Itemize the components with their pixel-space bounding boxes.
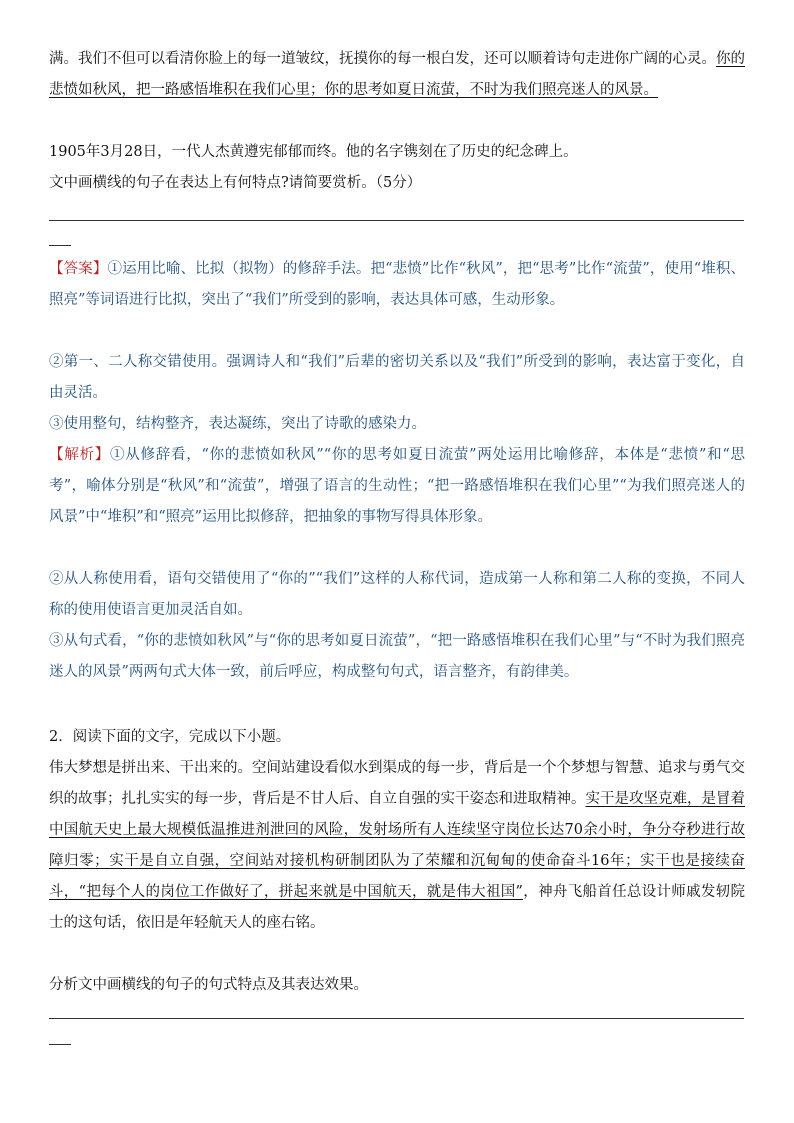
analysis-tag: 【解析】 xyxy=(49,447,110,463)
q2-passage-tail: ，神舟飞船首任总设计师戚发轫院士的这句话，依旧是年轻航天人的座右铭。 xyxy=(49,884,746,931)
answer-section xyxy=(49,254,745,316)
q2-answer-blank-dash xyxy=(49,1044,71,1045)
analysis-point-1: ①从修辞看，“你的悲愤如秋风”“你的思考如夏日流萤”两处运用比喻修辞，本体是“悲愤”和“思考”，喻体分别是“秋风”和“流萤”，增强了语言的生动性；“把一路感悟堆积在我们心里”“为我们照亮迷人的风景”中“堆积”和“照亮”运用比拟修辞，把抽象的事物写得具体形象。 xyxy=(49,447,746,525)
answer-blank-dash xyxy=(49,245,71,246)
q1-question: 文中画横线的句子在表达上有何特点?请简要赏析。（5分） xyxy=(49,175,422,191)
q1-passage-line: 1905年3月28日，一代人杰黄遵宪郁郁而终。他的名字镌刻在了历史的纪念碑上。 xyxy=(49,144,578,160)
answer-point-1: ①运用比喻、比拟（拟物）的修辞手法。把“悲愤”比作“秋风”，把“思考”比作“流萤”，使用“堆积、照亮”等词语进行比拟，突出了“我们”所受到的影响，表达具体可感，生动形象。 xyxy=(49,261,745,308)
q1-passage xyxy=(49,44,745,106)
q1-passage-text: 满。我们不但可以看清你脸上的每一道皱纹，抚摸你的每一根白发，还可以顺着诗句走进你广阔的心灵。 xyxy=(49,51,716,67)
q2-heading: 2．阅读下面的文字，完成以下小题。 xyxy=(49,729,291,745)
answer-divider xyxy=(49,220,744,221)
q2-passage-text: 伟大梦想是拼出来、干出来的。空间站建设看似水到渠成的每一步，背后是一个个梦想与智慧、追求与勇气交织的故事；扎扎实实的每一步，背后是不甘人后、自立自强的实干姿态和进取精神。 xyxy=(49,760,745,807)
analysis-point-3: ③从句式看，“你的悲愤如秋风”与“你的思考如夏日流萤”，“把一路感悟堆积在我们心里”与“不时为我们照亮迷人的风景”两两句式大体一致，前后呼应，构成整句句式，语言整齐，有韵律美。 xyxy=(49,633,745,680)
analysis-section xyxy=(49,440,745,533)
q2-answer-divider xyxy=(49,1018,744,1019)
answer-tag: 【答案】 xyxy=(49,261,108,277)
analysis-point-2: ②从人称使用看，语句交错使用了“你的”“我们”这样的人称代词，造成第一人称和第二人称的变换，不同人称的使用使语言更加灵活自如。 xyxy=(49,571,745,618)
q2-underlined-sentence: 实干是攻坚克难，是冒着中国航天史上最大规模低温推进剂泄回的风险，发射场所有人连续坚守岗位长达70余小时，争分夺秒进行故障归零；实干是自立自强，空间站对接机构研制团队为了荣耀和沉甸甸的使命奋斗16年；实干也是接续奋斗，“把每个人的岗位工作做好了，拼起来就是中国航天，就是伟大祖国” xyxy=(49,791,745,900)
q2-passage xyxy=(49,753,745,939)
answer-point-2: ②第一、二人称交错使用。强调诗人和“我们”后辈的密切关系以及“我们”所受到的影响，表达富于变化，自由灵活。 xyxy=(49,354,745,401)
q1-underlined-sentence: 你的悲愤如秋风，把一路感悟堆积在我们心里；你的思考如夏日流萤，不时为我们照亮迷人的风景。 xyxy=(49,51,745,98)
q2-question: 分析文中画横线的句子的句式特点及其表达效果。 xyxy=(49,977,368,993)
answer-point-3: ③使用整句，结构整齐，表达凝练，突出了诗歌的感染力。 xyxy=(49,416,426,432)
